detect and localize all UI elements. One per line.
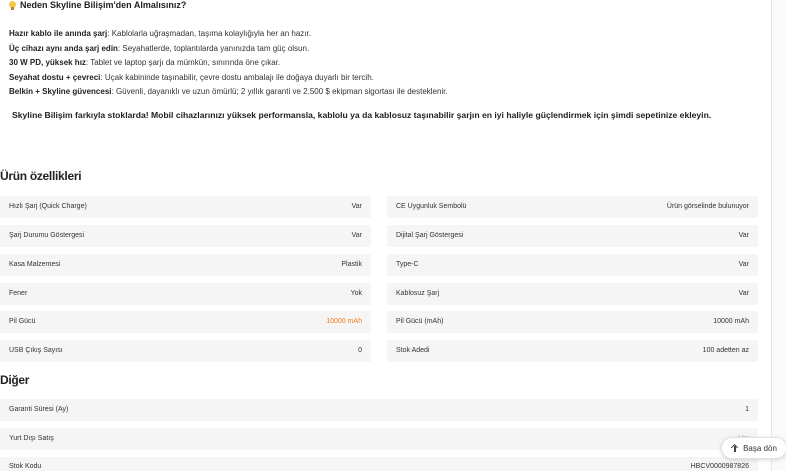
other-value: HBCV0000987826 [690, 463, 749, 470]
feature-row [0, 340, 371, 362]
feature-row [387, 225, 758, 247]
feature-value: Var [738, 290, 749, 297]
feature-row [387, 196, 758, 218]
feature-value: 100 adetten az [702, 347, 749, 354]
other-label: Stok Kodu [9, 463, 42, 470]
bullet-bold: Hazır kablo ile anında şarj [9, 29, 108, 38]
feature-value: Yok [350, 290, 362, 297]
back-to-top-label: Başa dön [743, 443, 777, 453]
other-section-title: Diğer [0, 373, 30, 387]
feature-row [0, 283, 371, 305]
arrow-up-icon [731, 444, 739, 452]
feature-label: Stok Adedi [396, 347, 430, 354]
feature-label: Kasa Malzemesi [9, 261, 61, 268]
other-value: 1 [745, 406, 749, 413]
feature-value: 0 [358, 347, 362, 354]
bullet-bold: 30 W PD, yüksek hız [9, 58, 86, 67]
feature-label: Type-C [396, 261, 419, 268]
other-row [0, 428, 758, 450]
feature-row [387, 340, 758, 362]
feature-label: Pil Gücü [9, 318, 36, 325]
bullet-text: : Güvenli, dayanıklı ve uzun ömürlü; 2 yıllık garanti ve 2.500 $ ekipman sigortası ile desteklenir. [111, 87, 448, 96]
bullet-text: : Kablolarla uğraşmadan, taşıma kolaylığıyla her an hazır. [107, 29, 311, 38]
feature-value: Var [738, 232, 749, 239]
feature-label: Fener [9, 290, 28, 297]
other-row [0, 399, 758, 421]
bullet-bold: Seyahat dostu + çevreci [9, 72, 101, 82]
feature-value: Plastik [341, 261, 362, 268]
feature-label: CE Uygunluk Sembolü [396, 203, 467, 210]
feature-label: USB Çıkış Sayısı [9, 347, 63, 354]
feature-value: 10000 mAh [713, 318, 749, 325]
bullet-item [9, 56, 448, 71]
feature-label: Kablosuz Şarj [396, 290, 440, 297]
features-section-title: Ürün özellikleri [0, 169, 82, 183]
bullet-item [9, 27, 448, 42]
feature-value: Var [351, 232, 362, 239]
closing-statement: Skyline Bilişim farkıyla stoklarda! Mobil cihazlarınızı yüksek performansla, kablolu ya da kablosuz taşınabilir şarjın en iyi haliyle güçlendirmek için şimdi sepetinize ekleyin. [12, 110, 712, 120]
vertical-scrollbar[interactable] [771, 0, 786, 471]
bullet-text: : Tablet ve laptop şarjı da mümkün, sınırında öne çıkar. [85, 58, 281, 67]
feature-value: Ürün görselinde bulunuyor [666, 203, 749, 210]
feature-label: Pil Gücü (mAh) [396, 318, 444, 325]
why-heading [9, 0, 186, 10]
other-label: Yurt Dışı Satış [9, 435, 54, 442]
feature-row [387, 283, 758, 305]
feature-row [0, 225, 371, 247]
feature-value: Var [351, 203, 362, 210]
why-title-text: Neden Skyline Bilişim'den Almalısınız? [20, 0, 187, 10]
why-bullet-list [9, 27, 448, 100]
bullet-item [9, 42, 448, 57]
other-label: Garanti Süresi (Ay) [9, 406, 69, 413]
bullet-text: : Seyahatlerde, toplantılarda yanınızda tam güç olsun. [117, 43, 310, 53]
bullet-text: : Uçak kabininde taşınabilir, çevre dostu ambalajı ile doğaya duyarlı bir tercih. [100, 72, 374, 82]
bullet-item [9, 85, 448, 100]
feature-label: Dijital Şarj Göstergesi [396, 232, 464, 239]
feature-row [0, 254, 371, 276]
feature-label: Şarj Durumu Göstergesi [9, 232, 85, 239]
lightbulb-icon [9, 1, 16, 10]
back-to-top-button[interactable] [721, 437, 786, 459]
other-row [0, 457, 758, 471]
bullet-bold: Üç cihazı aynı anda şarj edin [9, 43, 118, 53]
bullet-item [9, 71, 448, 86]
feature-label: Hızlı Şarj (Quick Charge) [9, 203, 87, 210]
feature-value-highlight[interactable]: 10000 mAh [326, 318, 362, 325]
feature-row [387, 311, 758, 333]
feature-row [387, 254, 758, 276]
feature-value: Var [738, 261, 749, 268]
bullet-bold: Belkin + Skyline güvencesi [9, 87, 112, 96]
feature-row [0, 196, 371, 218]
feature-row [0, 311, 371, 333]
